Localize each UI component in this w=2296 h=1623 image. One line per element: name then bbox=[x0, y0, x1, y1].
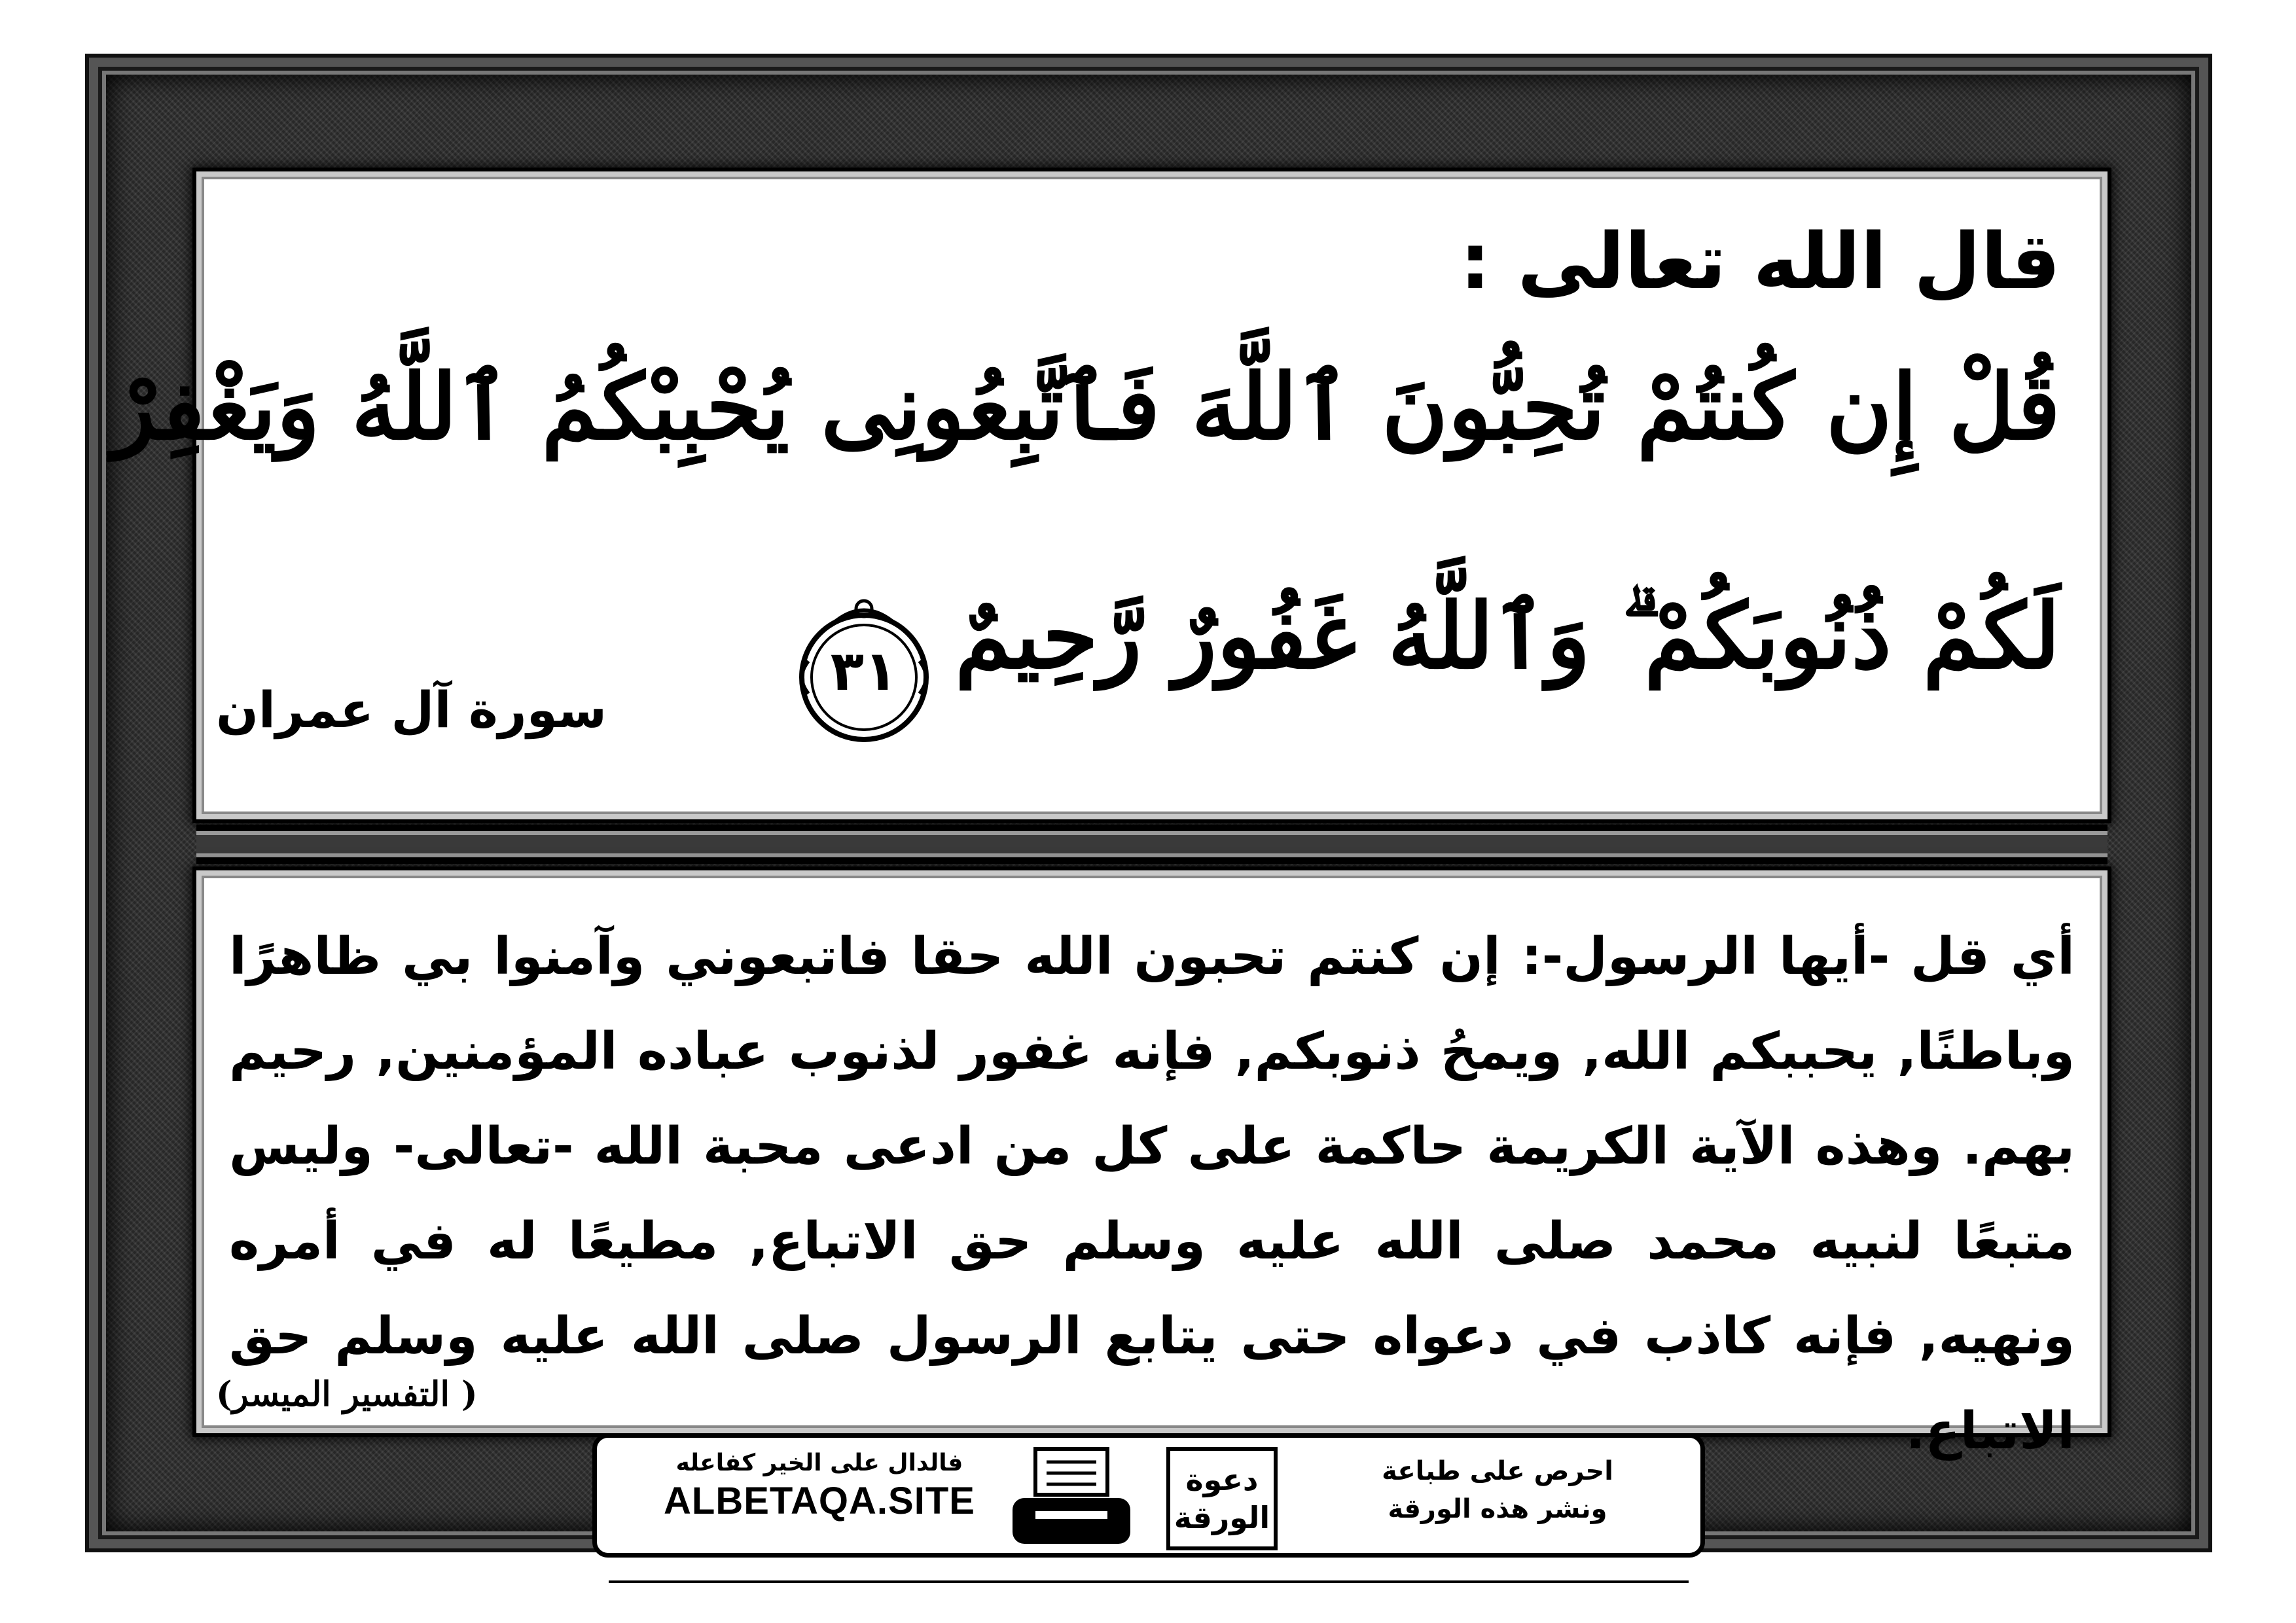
tafsir-text: أي قل -أيها الرسول-: إن كنتم تحبون الله حقا فاتبعوني وآمنوا بي ظاهرًا وباطنًا, يحببكم الله, ويمحُ ذنوبكم, فإنه غفور لذنوب عباده المؤمنين, رحيم بهم. وهذه الآية الكريمة حاكمة على كل من ادعى محبة الله -تعالى- وليس متبعًا لنبيه محمد صلى الله عليه وسلم حق الاتباع, مطيعًا له في أمره ونهيه, فإنه كاذب في دعواه حتى يتابع الرسول صلى الله عليه وسلم حق الاتباع. bbox=[229, 927, 2075, 1461]
ayah-number-ornament bbox=[782, 589, 946, 753]
heading: قال الله تعالى : bbox=[1460, 216, 2060, 306]
ayah-number: ٣١ bbox=[830, 639, 898, 703]
logo-line-2: الورقة bbox=[1174, 1500, 1270, 1535]
logo-line-1: دعوة bbox=[1185, 1462, 1259, 1497]
panel-divider bbox=[196, 825, 2108, 864]
printer-icon bbox=[1006, 1446, 1137, 1550]
bottom-rule bbox=[609, 1580, 1689, 1583]
footer-cta-block bbox=[1347, 1452, 1648, 1528]
footer-banner bbox=[592, 1433, 1705, 1558]
ayah-line-2: لَكُمْ ذُنُوبَكُمْ ۗ وَٱللَّهُ غَفُورٌ رَّحِيمٌ bbox=[955, 582, 2060, 689]
footer-cta-line-2: ونشر هذه الورقة bbox=[1388, 1494, 1607, 1524]
footer-site-block bbox=[649, 1450, 990, 1523]
tafsir-source: ( التفسير الميسر) bbox=[216, 1374, 478, 1414]
footer-tagline: فالدال على الخير كفاعله bbox=[675, 1450, 963, 1476]
footer-cta-line-1: احرص على طباعة bbox=[1382, 1456, 1613, 1486]
dawat-alwaraqa-logo bbox=[1166, 1447, 1278, 1550]
ayah-line-1: قُلْ إِن كُنتُمْ تُحِبُّونَ ٱللَّهَ فَٱتَّبِعُونِى يُحْبِبْكُمُ ٱللَّهُ وَيَغْفِرْ bbox=[112, 353, 2060, 460]
surah-name: سورة آل عمران bbox=[216, 681, 607, 739]
footer-site-link[interactable]: ALBETAQA.SITE bbox=[664, 1480, 975, 1522]
